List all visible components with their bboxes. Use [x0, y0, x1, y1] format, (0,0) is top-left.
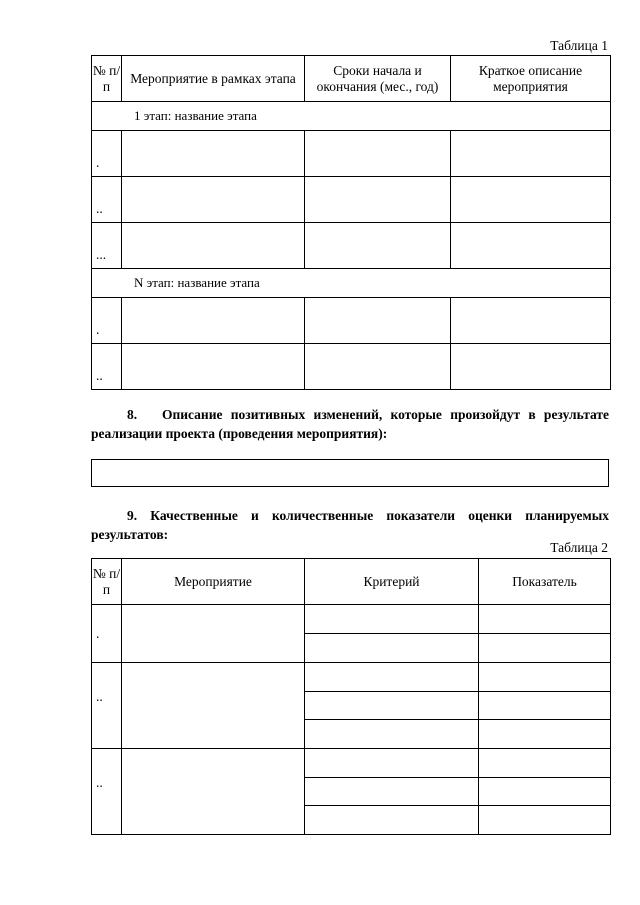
section9-heading	[91, 506, 609, 544]
activity-cell	[122, 344, 305, 390]
activity-cell	[122, 177, 305, 223]
criterion-cell	[305, 634, 479, 663]
activity-cell	[122, 223, 305, 269]
dates-cell	[305, 344, 451, 390]
table-row	[92, 131, 611, 177]
section8-heading	[91, 405, 609, 443]
indicator-cell	[479, 806, 611, 835]
table1-stage-row	[92, 102, 611, 131]
row-number: .	[92, 605, 122, 663]
table1-header-num: № п/п	[92, 56, 122, 102]
dates-cell	[305, 177, 451, 223]
criterion-cell	[305, 605, 479, 634]
table2	[91, 558, 611, 835]
table2-header-num: № п/п	[92, 559, 122, 605]
table1-header-row	[92, 56, 611, 102]
indicator-cell	[479, 720, 611, 749]
criterion-cell	[305, 692, 479, 720]
criterion-cell	[305, 749, 479, 778]
dates-cell	[305, 223, 451, 269]
section8-text: Описание позитивных изменений, которые произойдут в результате реализации проекта (проведения мероприятия):	[91, 407, 610, 441]
indicator-cell	[479, 778, 611, 806]
row-number: ..	[92, 177, 122, 223]
table2-caption: Таблица 2	[550, 540, 608, 555]
dates-cell	[305, 131, 451, 177]
row-number: ...	[92, 223, 122, 269]
description-cell	[451, 223, 611, 269]
table2-header-indicator: Показатель	[479, 559, 611, 605]
row-number: ..	[92, 344, 122, 390]
table1-header-activity: Мероприятие в рамках этапа	[122, 56, 305, 102]
section8-input-box[interactable]	[91, 459, 609, 487]
indicator-cell	[479, 663, 611, 692]
dates-cell	[305, 298, 451, 344]
table1	[91, 55, 611, 390]
table1-header-description: Краткое описание мероприятия	[451, 56, 611, 102]
indicator-cell	[479, 749, 611, 778]
table-row	[92, 605, 611, 634]
description-cell	[451, 177, 611, 223]
table-row	[92, 749, 611, 778]
table-row	[92, 344, 611, 390]
stage1-title: 1 этап: название этапа	[92, 102, 611, 131]
table-row	[92, 663, 611, 692]
activity-cell	[122, 605, 305, 663]
indicator-cell	[479, 605, 611, 634]
activity-cell	[122, 749, 305, 835]
stageN-title: N этап: название этапа	[92, 269, 611, 298]
criterion-cell	[305, 663, 479, 692]
row-number: ..	[92, 663, 122, 749]
criterion-cell	[305, 806, 479, 835]
criterion-cell	[305, 720, 479, 749]
activity-cell	[122, 663, 305, 749]
table-row	[92, 177, 611, 223]
section8-number: 8.	[127, 407, 138, 422]
description-cell	[451, 131, 611, 177]
indicator-cell	[479, 634, 611, 663]
table1-caption: Таблица 1	[550, 38, 608, 53]
table2-header-row	[92, 559, 611, 605]
indicator-cell	[479, 692, 611, 720]
section9-text: Качественные и количественные показатели оценки планируемых результатов:	[91, 508, 609, 542]
table2-header-criterion: Критерий	[305, 559, 479, 605]
table1-stage-row	[92, 269, 611, 298]
activity-cell	[122, 298, 305, 344]
row-number: .	[92, 131, 122, 177]
description-cell	[451, 344, 611, 390]
section9-number: 9.	[127, 508, 138, 523]
criterion-cell	[305, 778, 479, 806]
activity-cell	[122, 131, 305, 177]
table-row	[92, 298, 611, 344]
row-number: ..	[92, 749, 122, 835]
table-row	[92, 223, 611, 269]
table1-header-dates: Сроки начала и окончания (мес., год)	[305, 56, 451, 102]
table2-header-activity: Мероприятие	[122, 559, 305, 605]
row-number: .	[92, 298, 122, 344]
description-cell	[451, 298, 611, 344]
